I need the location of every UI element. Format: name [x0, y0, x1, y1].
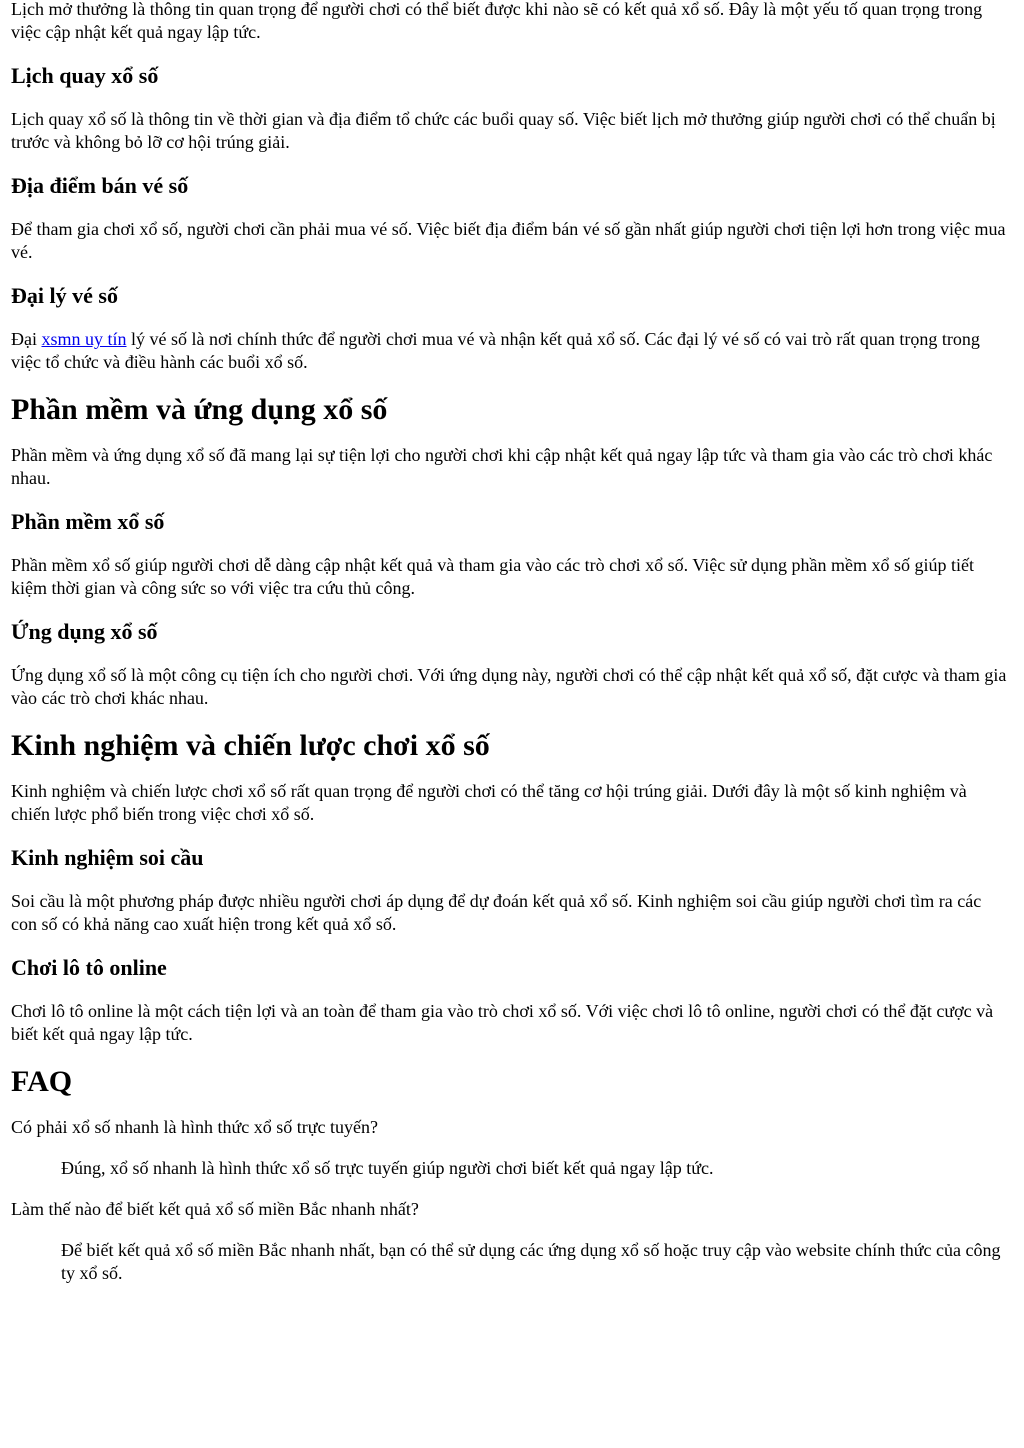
section-heading-choi-lo-to-online: Chơi lô tô online	[11, 955, 167, 980]
section-heading-dai-ly-ve-so: Đại lý vé số	[11, 283, 118, 308]
section-heading-ung-dung-xo-so: Ứng dụng xổ số	[11, 619, 158, 644]
intro-paragraph: Lịch mở thưởng là thông tin quan trọng để người chơi có thể biết được khi nào sẽ có kết quả xổ số. Đây là một yếu tố quan trọng trong việc cập nhật kết quả ngay lập tức.	[11, 0, 983, 42]
faq-answer: Để biết kết quả xổ số miền Bắc nhanh nhất, bạn có thể sử dụng các ứng dụng xổ số hoặc truy cập vào website chính thức của công ty xổ số.	[61, 1240, 1001, 1283]
faq-question: Có phải xổ số nhanh là hình thức xổ số trực tuyến?	[11, 1117, 378, 1137]
section-paragraph-kinh-nghiem-va-chien-luoc: Kinh nghiệm và chiến lược chơi xổ số rất quan trọng để người chơi có thể tăng cơ hội trúng giải. Dưới đây là một số kinh nghiệm và chiến lược phổ biến trong việc chơi xổ số.	[11, 781, 967, 824]
section-paragraph-phan-mem-va-ung-dung: Phần mềm và ứng dụng xổ số đã mang lại sự tiện lợi cho người chơi khi cập nhật kết quả ngay lập tức và tham gia vào các trò chơi khác nhau.	[11, 445, 993, 488]
section-paragraph-dia-diem-ban-ve-so: Để tham gia chơi xổ số, người chơi cần phải mua vé số. Việc biết địa điểm bán vé số gần nhất giúp người chơi tiện lợi hơn trong việc mua vé.	[11, 219, 1006, 262]
dai-ly-text-after-link: lý vé số là nơi chính thức để người chơi mua vé và nhận kết quả xổ số. Các đại lý vé số có vai trò rất quan trọng trong việc tổ chức và điều hành các buổi xổ số.	[11, 329, 980, 372]
section-heading-phan-mem-xo-so: Phần mềm xổ số	[11, 509, 165, 534]
section-paragraph-dai-ly-ve-so	[11, 328, 1010, 374]
section-heading-dia-diem-ban-ve-so: Địa điểm bán vé số	[11, 173, 189, 198]
faq-heading: FAQ	[11, 1065, 73, 1098]
section-heading-phan-mem-va-ung-dung: Phần mềm và ứng dụng xổ số	[11, 393, 388, 426]
section-paragraph-choi-lo-to-online: Chơi lô tô online là một cách tiện lợi và an toàn để tham gia vào trò chơi xổ số. Với việc chơi lô tô online, người chơi có thể đặt cược và biết kết quả ngay lập tức.	[11, 1001, 994, 1044]
section-heading-kinh-nghiem-soi-cau: Kinh nghiệm soi cầu	[11, 845, 204, 870]
section-paragraph-phan-mem-xo-so: Phần mềm xổ số giúp người chơi dễ dàng cập nhật kết quả và tham gia vào các trò chơi xổ số. Việc sử dụng phần mềm xổ số giúp tiết kiệm thời gian và công sức so với việc tra cứu thủ công.	[11, 555, 974, 598]
section-heading-kinh-nghiem-va-chien-luoc: Kinh nghiệm và chiến lược chơi xổ số	[11, 729, 490, 762]
xsmn-uy-tin-link[interactable]: xsmn uy tín	[41, 329, 127, 349]
section-paragraph-ung-dung-xo-so: Ứng dụng xổ số là một công cụ tiện ích cho người chơi. Với ứng dụng này, người chơi có thể cập nhật kết quả xổ số, đặt cược và tham gia vào các trò chơi khác nhau.	[11, 665, 1007, 708]
faq-question: Làm thế nào để biết kết quả xổ số miền Bắc nhanh nhất?	[11, 1199, 419, 1219]
dai-ly-text-before-link: Đại	[11, 329, 42, 349]
faq-answer: Đúng, xổ số nhanh là hình thức xổ số trực tuyến giúp người chơi biết kết quả ngay lập tức.	[61, 1158, 714, 1178]
section-paragraph-kinh-nghiem-soi-cau: Soi cầu là một phương pháp được nhiều người chơi áp dụng để dự đoán kết quả xổ số. Kinh nghiệm soi cầu giúp người chơi tìm ra các con số có khả năng cao xuất hiện trong kết quả xổ số.	[11, 891, 982, 934]
section-heading-lich-quay-xo-so: Lịch quay xổ số	[11, 63, 159, 88]
article-content	[11, 0, 1010, 1303]
section-paragraph-lich-quay-xo-so: Lịch quay xổ số là thông tin về thời gian và địa điểm tổ chức các buổi quay số. Việc biết lịch mở thưởng giúp người chơi có thể chuẩn bị trước và không bỏ lỡ cơ hội trúng giải.	[11, 109, 996, 152]
